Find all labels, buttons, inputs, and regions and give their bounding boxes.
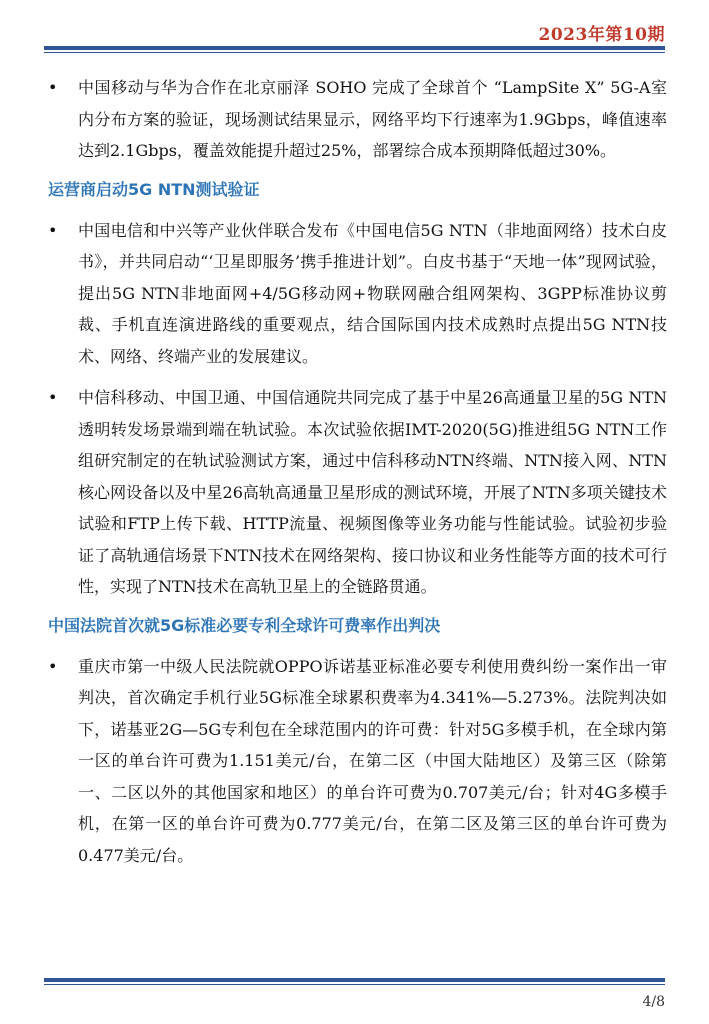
section-heading-court: 中国法院首次就5G标准必要专利全球许可费率作出判决	[48, 615, 441, 635]
bullet-icon: •	[48, 78, 58, 97]
footer-rule	[44, 978, 665, 985]
bullet-item	[48, 215, 667, 373]
bullet-item	[48, 382, 667, 603]
bullet-item	[48, 72, 667, 167]
bullet-item	[48, 651, 667, 872]
bullet-icon: •	[48, 220, 58, 240]
bullet-icon: •	[48, 656, 58, 676]
bullet-text: 中信科移动、中国卫通、中国信通院共同完成了基于中星26高通量卫星的5G NTN透明转发场景端到端在轨试验。本次试验依据IMT-2020(5G)推进组5G NTN工作组研究制定的在轨试验测试方案，通过中信科移动NTN终端、NTN接入网、NTN核心网设备以及中星26高轨高通量卫星形成的测试环境，开展了NTN多项关键技术试验和FTP上传下载、HTTP流量、视频图像等业务功能与性能试验。试验初步验证了高轨通信场景下NTN技术在网络架构、接口协议和业务性能等方面的技术可行性，实现了NTN技术在高轨卫星上的全链路贯通。	[78, 388, 667, 596]
section-heading-ntn: 运营商启动5G NTN测试验证	[48, 179, 260, 199]
header-rule	[44, 46, 665, 53]
page-number: 4/8	[642, 994, 665, 1010]
issue-label: 2023年第10期	[538, 25, 665, 45]
bullet-icon: •	[48, 388, 58, 407]
bullet-text: 重庆市第一中级人民法院就OPPO诉诺基亚标准必要专利使用费纠纷一案作出一审判决，首次确定手机行业5G标准全球累积费率为4.341%—5.273%。法院判决如下，诺基亚2G—5G专利包在全球范围内的许可费：针对5G多模手机，在全球内第一区的单台许可费为1.151美元/台，在第二区（中国大陆地区）及第三区（除第一、二区以外的其他国家和地区）的单台许可费为0.707美元/台；针对4G多模手机，在第一区的单台许可费为0.777美元/台，在第二区及第三区的单台许可费为0.477美元/台。	[78, 656, 667, 865]
document-body	[48, 72, 667, 881]
bullet-text: 中国电信和中兴等产业伙伴联合发布《中国电信5G NTN（非地面网络）技术白皮书》，并共同启动“‘卫星即服务’携手推进计划”。白皮书基于“天地一体”现网试验，提出5G NTN非地面网+4/5G移动网+物联网融合组网架构、3GPP标准协议剪裁、手机直连演进路线的重要观点，结合国际国内技术成熟时点提出5G NTN技术、网络、终端产业的发展建议。	[78, 220, 667, 366]
bullet-text: 中国移动与华为合作在北京丽泽 SOHO 完成了全球首个 “LampSite X” 5G-A室内分布方案的验证，现场测试结果显示，网络平均下行速率为1.9Gbps，峰值速率达到2.1Gbps，覆盖效能提升超过25%，部署综合成本预期降低超过30%。	[78, 78, 667, 160]
